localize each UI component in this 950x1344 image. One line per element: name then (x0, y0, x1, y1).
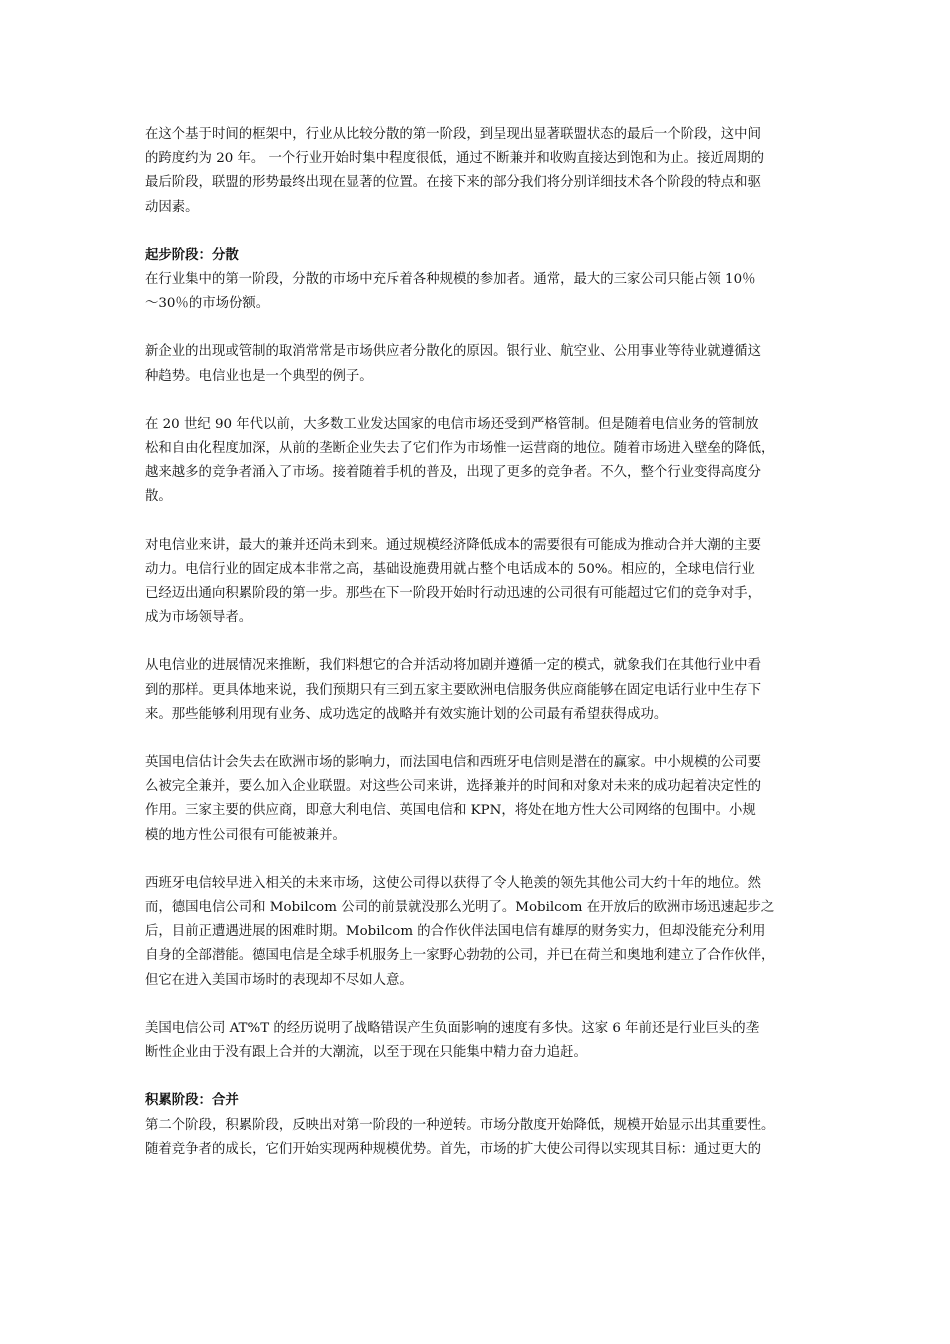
text-line: 的跨度约为 20 年。 一个行业开始时集中程度很低，通过不断兼并和收购直接达到饱和为止。接近周期的 (145, 151, 764, 167)
text-line: 散。 (145, 489, 172, 505)
text-line: 美国电信公司 AT%T 的经历说明了战略错误产生负面影响的速度有多快。这家 6 年前还是行业巨头的垄 (145, 1020, 760, 1036)
text-line: 动因素。 (145, 199, 199, 215)
text-line: 作用。三家主要的供应商，即意大利电信、英国电信和 KPN，将处在地方性大公司网络的包围中。小规 (145, 803, 756, 819)
paragraph-gap (145, 389, 817, 413)
text-line: 西班牙电信较早进入相关的未来市场，这使公司得以获得了令人艳羡的领先其他公司大约十年的地位。然 (145, 875, 761, 891)
text-line: 新企业的出现或管制的取消常常是市场供应者分散化的原因。银行业、航空业、公用事业等待业就遵循这 (145, 344, 761, 360)
paragraph-gap (145, 848, 817, 872)
paragraph-gap (145, 510, 817, 534)
text-line: 种趋势。电信业也是一个典型的例子。 (145, 368, 373, 384)
text-line: 最后阶段，联盟的形势最终出现在显著的位置。在接下来的部分我们将分别详细技术各个阶段的特点和驱 (145, 175, 761, 191)
text-line: 但它在进入美国市场时的表现却不尽如人意。 (145, 972, 413, 988)
text-line: 断性企业由于没有跟上合并的大潮流，以至于现在只能集中精力奋力追赶。 (145, 1045, 587, 1061)
text-line: 已经迈出通向积累阶段的第一步。那些在下一阶段开始时行动迅速的公司很有可能超过它们的竞争对手， (145, 586, 761, 602)
text-line: 么被完全兼并，要么加入企业联盟。对这些公司来讲，选择兼并的时间和对象对未来的成功起着决定性的 (145, 779, 761, 795)
paragraph (145, 340, 817, 388)
text-line: 而，德国电信公司和 Mobilcom 公司的前景就没那么光明了。Mobilcom 在开放后的欧洲市场迅速起步之 (145, 900, 775, 916)
paragraph (145, 413, 817, 510)
text-line: 模的地方性公司很有可能被兼并。 (145, 827, 346, 843)
text-line: 对电信业来讲，最大的兼并还尚未到来。通过规模经济降低成本的需要很有可能成为推动合并大潮的主要 (145, 537, 761, 553)
section (145, 244, 817, 317)
text-line: 英国电信估计会失去在欧洲市场的影响力，而法国电信和西班牙电信则是潜在的赢家。中小规模的公司要 (145, 755, 761, 771)
paragraph-gap (145, 993, 817, 1017)
text-line: 第二个阶段，积累阶段，反映出对第一阶段的一种逆转。市场分散度开始降低，规模开始显示出其重要性。 (145, 1117, 775, 1133)
text-line: 后，目前正遭遇进展的困难时期。Mobilcom 的合作伙伴法国电信有雄厚的财务实力，但却没能充分利用 (145, 924, 766, 940)
text-line: 在 20 世纪 90 年代以前，大多数工业发达国家的电信市场还受到严格管制。但是随着电信业务的管制放 (145, 416, 759, 432)
paragraph-gap (145, 1065, 817, 1089)
text-line: 成为市场领导者。 (145, 610, 253, 626)
paragraph (145, 1017, 817, 1065)
paragraph (145, 654, 817, 727)
section-heading: 起步阶段：分散 (145, 247, 239, 263)
text-line: 来。那些能够利用现有业务、成功选定的战略并有效实施计划的公司最有希望获得成功。 (145, 706, 668, 722)
paragraph (145, 534, 817, 631)
paragraph-gap (145, 220, 817, 244)
text-line: 自身的全部潜能。德国电信是全球手机服务上一家野心勃勃的公司，并已在荷兰和奥地利建立了合作伙伴， (145, 948, 775, 964)
text-line: 动力。电信行业的固定成本非常之高，基础设施费用就占整个电话成本的 50%。相应的，全球电信行业 (145, 561, 755, 577)
text-line: 在这个基于时间的框架中，行业从比较分散的第一阶段，到呈现出显著联盟状态的最后一个阶段，这中间 (145, 127, 761, 142)
section-heading: 积累阶段：合并 (145, 1093, 239, 1109)
text-line: 越来越多的竞争者涌入了市场。接着随着手机的普及，出现了更多的竞争者。不久，整个行业变得高度分 (145, 465, 761, 481)
text-line: 随着竞争者的成长，它们开始实现两种规模优势。首先，市场的扩大使公司得以实现其目标：通过更大的 (145, 1141, 761, 1157)
paragraph-gap (145, 727, 817, 751)
text-line: 在行业集中的第一阶段，分散的市场中充斥着各种规模的参加者。通常，最大的三家公司只能占领 10％ (145, 272, 756, 288)
text-line: ～30％的市场份额。 (145, 296, 270, 312)
text-line: 从电信业的进展情况来推断，我们料想它的合并活动将加剧并遵循一定的模式，就象我们在其他行业中看 (145, 658, 761, 674)
paragraph-gap (145, 630, 817, 654)
paragraph-gap (145, 316, 817, 340)
section (145, 1089, 817, 1162)
paragraph (145, 872, 817, 993)
paragraph (145, 123, 817, 220)
text-line: 到的那样。更具体地来说，我们预期只有三到五家主要欧洲电信服务供应商能够在固定电话行业中生存下 (145, 682, 761, 698)
text-line: 松和自由化程度加深，从前的垄断企业失去了它们作为市场惟一运营商的地位。随着市场进入壁垒的降低， (145, 441, 775, 457)
paragraph (145, 751, 817, 848)
document-body (145, 123, 817, 1162)
